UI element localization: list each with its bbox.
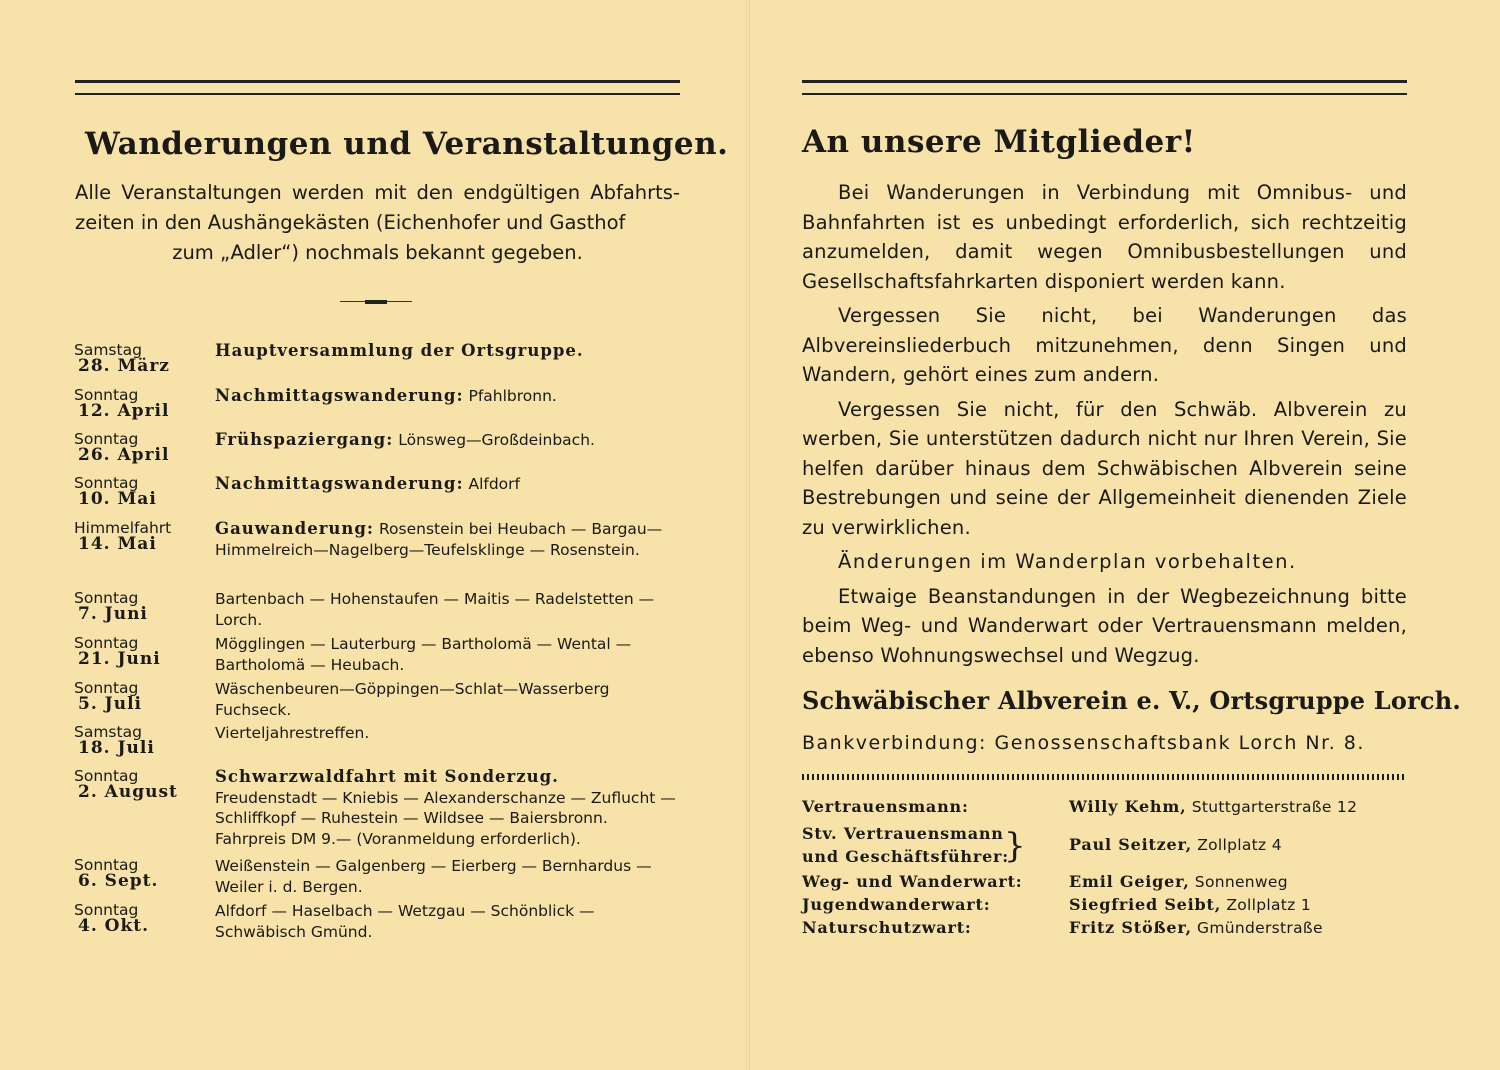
- intro-text: [75, 178, 680, 268]
- intro-line-1: Alle Veranstaltungen werden mit den endgültigen Abfahrts-: [75, 181, 680, 204]
- event-detail: Pfahlbronn.: [463, 387, 557, 405]
- contact-address: Gmünderstraße: [1191, 919, 1323, 937]
- event-title: Hauptversammlung der Ortsgruppe.: [215, 341, 584, 360]
- event-item: [74, 901, 684, 946]
- event-item: [74, 679, 684, 723]
- contact-row: [802, 895, 1311, 914]
- left-page: [0, 0, 748, 1070]
- contact-role: Naturschutzwart:: [802, 918, 972, 937]
- event-item: [74, 589, 684, 634]
- ornamental-divider: [340, 300, 412, 304]
- contact-row: [802, 847, 1009, 866]
- notice-paragraph: Vergessen Sie nicht, für den Schwäb. Albverein zu werben, Sie unterstützen dadurch nicht nur Ihren Verein, Sie helfen darüber hinaus dem Schwäbischen Albverein seine Bestrebungen und seine der Allgemeinheit dienenden Ziele zu verwirklichen.: [802, 397, 1407, 539]
- notice-paragraph: Bei Wanderungen in Verbindung mit Omnibus- und Bahnfahrten ist es unbedingt erforderlich, sich rechtzeitig anzumelden, damit wegen Omnibusbestellungen und Gesellschaftsfahrkarten disponiert werden kann.: [802, 181, 1407, 293]
- notice-paragraph: Etwaige Beanstandungen in der Wegbezeichnung bitte beim Weg- und Wanderwart oder Vertrauensmann melden, ebenso Wohnungswechsel und Wegzug.: [802, 584, 1407, 667]
- event-date: 5. Juli: [78, 694, 142, 714]
- contact-name: Emil Geiger,: [1069, 872, 1190, 891]
- event-date: 18. Juli: [78, 738, 155, 758]
- event-title: Frühspaziergang:: [215, 430, 394, 449]
- event-detail: Rosenstein bei Heubach — Bargau—Himmelreich—Nagelberg—Teufelsklinge — Rosenstein.: [215, 520, 663, 559]
- page-title-events: Wanderungen und Veranstaltungen.: [85, 126, 729, 162]
- event-date: 10. Mai: [78, 489, 157, 509]
- event-day: Sonntag: [74, 474, 139, 492]
- event-day: Samstag: [74, 341, 142, 359]
- event-day: Sonntag: [74, 634, 139, 652]
- event-date: 26. April: [78, 445, 170, 465]
- top-double-rule: [75, 80, 680, 95]
- page-title-members: An unsere Mitglieder!: [802, 124, 1196, 160]
- contact-address: Zollplatz 1: [1221, 896, 1311, 914]
- contact-address: Stuttgarterstraße 12: [1186, 798, 1358, 816]
- contact-row: [802, 797, 1358, 816]
- contact-row: [802, 918, 1323, 937]
- event-date: 4. Okt.: [78, 916, 150, 936]
- event-body: Mögglingen — Lauterburg — Bartholomä — Wental — Bartholomä — Heubach.: [215, 635, 632, 674]
- brace-glyph: }: [1004, 826, 1026, 866]
- event-item: [74, 723, 684, 767]
- event-day: Sonntag: [74, 679, 139, 697]
- event-day: Sonntag: [74, 386, 139, 404]
- contact-role: Jugendwanderwart:: [802, 895, 991, 914]
- contact-role: Stv. Vertrauensmann: [802, 824, 1004, 843]
- event-body: [215, 386, 680, 407]
- event-detail: Freudenstadt — Kniebis — Alexanderschanze — Zuflucht — Schliffkopf — Ruhestein — Wildsee — Baiersbronn. Fahrpreis DM 9.— (Voranmeldung erforderlich).: [215, 788, 676, 848]
- event-item: [74, 430, 684, 474]
- event-detail: Lönsweg—Großdeinbach.: [393, 431, 595, 449]
- event-title: Schwarzwaldfahrt mit Sonderzug.: [215, 767, 559, 786]
- intro-line-3: zum „Adler“) nochmals bekannt gegeben.: [172, 241, 583, 264]
- event-body: [215, 519, 680, 560]
- notice-paragraph: Vergessen Sie nicht, bei Wanderungen das Albvereinsliederbuch mitzunehmen, denn Singen und Wandern, gehört eines zum andern.: [802, 304, 1407, 386]
- event-date: 6. Sept.: [78, 871, 159, 891]
- contact-name: Paul Seitzer,: [1069, 835, 1192, 854]
- contact-row: [802, 872, 1288, 891]
- event-title: Gauwanderung:: [215, 519, 375, 538]
- event-body: Vierteljahrestreffen.: [215, 724, 370, 742]
- notice-paragraph: Änderungen im Wanderplan vorbehalten.: [838, 550, 1297, 573]
- event-body: Alfdorf — Haselbach — Wetzgau — Schönblick — Schwäbisch Gmünd.: [215, 902, 595, 941]
- event-body: [215, 767, 680, 849]
- contact-address: Sonnenweg: [1189, 873, 1288, 891]
- event-item: [74, 767, 684, 856]
- contact-name: Siegfried Seibt,: [1069, 895, 1222, 914]
- event-date: 12. April: [78, 401, 170, 421]
- contact-role: Vertrauensmann:: [802, 797, 969, 816]
- event-day: Himmelfahrt: [74, 519, 172, 537]
- event-body: [215, 430, 680, 451]
- event-title: Nachmittagswanderung:: [215, 474, 464, 493]
- contact-name: Fritz Stößer,: [1069, 918, 1192, 937]
- event-day: Sonntag: [74, 901, 139, 919]
- event-item: [74, 341, 684, 386]
- event-detail: Alfdorf: [463, 475, 520, 493]
- organization-name: Schwäbischer Albverein e. V., Ortsgruppe Lorch.: [802, 686, 1461, 715]
- contact-role: Weg- und Wanderwart:: [802, 872, 1023, 891]
- event-day: Sonntag: [74, 589, 139, 607]
- event-date: 14. Mai: [78, 534, 157, 554]
- event-day: Sonntag: [74, 430, 139, 448]
- member-notes: [802, 178, 1407, 675]
- event-body: [215, 474, 680, 495]
- event-body: [215, 341, 680, 362]
- event-date: 21. Juni: [78, 649, 161, 669]
- event-day: Samstag: [74, 723, 142, 741]
- event-body: Bartenbach — Hohenstaufen — Maitis — Radelstetten — Lorch.: [215, 590, 655, 629]
- event-body: Wäschenbeuren—Göppingen—Schlat—Wasserberg Fuchseck.: [215, 680, 610, 719]
- intro-line-2: zeiten in den Aushängekästen (Eichenhofer und Gasthof: [75, 211, 626, 234]
- event-item: [74, 634, 684, 679]
- event-day: Sonntag: [74, 856, 139, 874]
- event-body: Weißenstein — Galgenberg — Eierberg — Bernhardus — Weiler i. d. Bergen.: [215, 857, 652, 896]
- bank-details: Bankverbindung: Genossenschaftsbank Lorch Nr. 8.: [802, 732, 1365, 754]
- contact-role: und Geschäftsführer:: [802, 847, 1009, 866]
- event-item: [74, 474, 684, 519]
- contact-row: [802, 824, 1004, 843]
- event-title: Nachmittagswanderung:: [215, 386, 464, 405]
- event-date: 2. August: [78, 782, 178, 802]
- right-page: [750, 0, 1500, 1070]
- event-item: [74, 519, 684, 589]
- event-item: [74, 386, 684, 430]
- event-item: [74, 856, 684, 901]
- contact-name: Willy Kehm,: [1069, 797, 1187, 816]
- dotted-rule: [802, 774, 1407, 780]
- top-double-rule: [802, 80, 1407, 95]
- event-date: 7. Juni: [78, 604, 148, 624]
- contact-address: Zollplatz 4: [1191, 836, 1282, 854]
- event-day: Sonntag: [74, 767, 139, 785]
- event-list: [74, 341, 684, 946]
- event-date: 28. März: [78, 356, 170, 376]
